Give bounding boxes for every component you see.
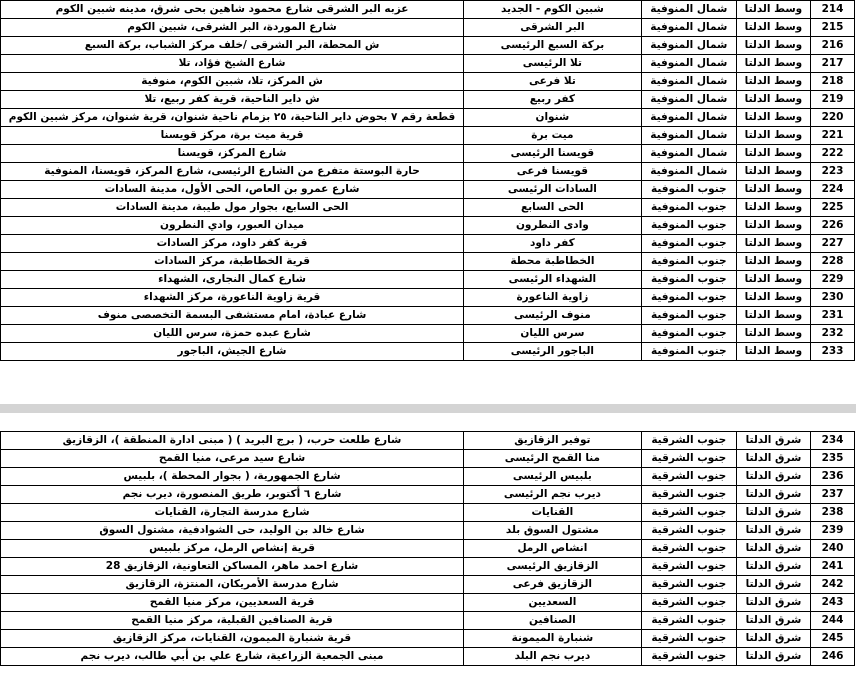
region-cell: وسط الدلتا — [736, 127, 810, 145]
office-name-cell: الباجور الرئيسى — [464, 343, 642, 361]
row-number-cell: 242 — [811, 576, 855, 594]
address-cell: شارع عبادة، امام مستشفى البسمة التخصصى منوف — [1, 307, 464, 325]
region-cell: وسط الدلتا — [736, 289, 810, 307]
office-name-cell: الحى السابع — [464, 199, 642, 217]
governorate-cell: شمال المنوفية — [641, 1, 736, 19]
governorate-cell: جنوب الشرقية — [641, 486, 736, 504]
table-row — [1, 109, 855, 127]
office-name-cell: سرس الليان — [464, 325, 642, 343]
table-row — [1, 630, 855, 648]
region-cell: شرق الدلتا — [736, 468, 810, 486]
row-number-cell: 215 — [811, 19, 855, 37]
row-number-cell: 232 — [811, 325, 855, 343]
address-cell: شارع عمرو بن العاص، الحى الأول، مدينة السادات — [1, 181, 464, 199]
address-cell: شارع مدرسة الأمريكان، المنتزة، الزقازيق — [1, 576, 464, 594]
table-row — [1, 55, 855, 73]
office-name-cell: القنايات — [464, 504, 642, 522]
governorate-cell: جنوب الشرقية — [641, 432, 736, 450]
region-cell: وسط الدلتا — [736, 37, 810, 55]
row-number-cell: 243 — [811, 594, 855, 612]
table-row — [1, 486, 855, 504]
office-name-cell: ديرب نجم الرئيسى — [464, 486, 642, 504]
region-cell: وسط الدلتا — [736, 73, 810, 91]
row-number-cell: 222 — [811, 145, 855, 163]
governorate-cell: جنوب الشرقية — [641, 648, 736, 666]
governorate-cell: شمال المنوفية — [641, 37, 736, 55]
region-cell: وسط الدلتا — [736, 1, 810, 19]
address-cell: قرية إنشاص الرمل، مركز بلبيس — [1, 540, 464, 558]
region-cell: وسط الدلتا — [736, 271, 810, 289]
region-cell: شرق الدلتا — [736, 504, 810, 522]
row-number-cell: 246 — [811, 648, 855, 666]
row-number-cell: 244 — [811, 612, 855, 630]
address-cell: شارع كمال النجارى، الشهداء — [1, 271, 464, 289]
row-number-cell: 237 — [811, 486, 855, 504]
governorate-cell: شمال المنوفية — [641, 55, 736, 73]
address-cell: شارع طلعت حرب، ( برج البريد ) ( مبنى ادارة المنطقة )، الزقازيق — [1, 432, 464, 450]
address-cell: قرية ميت برة، مركز قويسنا — [1, 127, 464, 145]
address-cell: مبنى الجمعية الزراعية، شارع علي بن أبي طالب، ديرب نجم — [1, 648, 464, 666]
governorate-cell: جنوب الشرقية — [641, 468, 736, 486]
address-cell: حارة البوستة متفرع من الشارع الرئيسى، شارع المركز، قويسنا، المنوفية — [1, 163, 464, 181]
region-cell: وسط الدلتا — [736, 163, 810, 181]
table-row — [1, 648, 855, 666]
office-name-cell: منوف الرئيسى — [464, 307, 642, 325]
address-cell: ش المركز، تلا، شبين الكوم، منوفية — [1, 73, 464, 91]
table-row — [1, 37, 855, 55]
region-cell: وسط الدلتا — [736, 181, 810, 199]
table-row — [1, 127, 855, 145]
office-name-cell: السعديين — [464, 594, 642, 612]
office-name-cell: كفر داود — [464, 235, 642, 253]
row-number-cell: 236 — [811, 468, 855, 486]
row-number-cell: 225 — [811, 199, 855, 217]
table-row — [1, 468, 855, 486]
row-number-cell: 241 — [811, 558, 855, 576]
table-row — [1, 343, 855, 361]
row-number-cell: 233 — [811, 343, 855, 361]
address-cell: شارع الجمهورية، ( بجوار المحطة )، بلبيس — [1, 468, 464, 486]
office-name-cell: الشهداء الرئيسى — [464, 271, 642, 289]
row-number-cell: 239 — [811, 522, 855, 540]
region-cell: شرق الدلتا — [736, 558, 810, 576]
table-row — [1, 289, 855, 307]
governorate-cell: شمال المنوفية — [641, 19, 736, 37]
governorate-cell: جنوب الشرقية — [641, 540, 736, 558]
office-name-cell: قويسنا فرعى — [464, 163, 642, 181]
governorate-cell: جنوب الشرقية — [641, 612, 736, 630]
table-row — [1, 576, 855, 594]
table-row — [1, 163, 855, 181]
offices-table-bottom — [0, 431, 855, 666]
row-number-cell: 238 — [811, 504, 855, 522]
table-row — [1, 432, 855, 450]
address-cell: شارع عبده حمزة، سرس الليان — [1, 325, 464, 343]
row-number-cell: 227 — [811, 235, 855, 253]
table-row — [1, 1, 855, 19]
row-number-cell: 235 — [811, 450, 855, 468]
office-name-cell: تلا الرئيسى — [464, 55, 642, 73]
table-row — [1, 558, 855, 576]
address-cell: شارع خالد بن الوليد، حى الشوادفية، مشتول السوق — [1, 522, 464, 540]
row-number-cell: 214 — [811, 1, 855, 19]
governorate-cell: جنوب المنوفية — [641, 181, 736, 199]
governorate-cell: جنوب الشرقية — [641, 522, 736, 540]
region-cell: شرق الدلتا — [736, 630, 810, 648]
governorate-cell: جنوب الشرقية — [641, 504, 736, 522]
address-cell: شارع مدرسة التجارة، القنايات — [1, 504, 464, 522]
region-cell: وسط الدلتا — [736, 109, 810, 127]
address-cell: قطعة رقم ٧ بحوض داير الناحية، ٢٥ بزمام ناحية شنوان، قرية شنوان، مركز شبين الكوم — [1, 109, 464, 127]
office-name-cell: شنبارة الميمونة — [464, 630, 642, 648]
office-name-cell: الخطاطبة محطة — [464, 253, 642, 271]
row-number-cell: 240 — [811, 540, 855, 558]
region-cell: شرق الدلتا — [736, 612, 810, 630]
table-row — [1, 504, 855, 522]
region-cell: وسط الدلتا — [736, 19, 810, 37]
region-cell: وسط الدلتا — [736, 307, 810, 325]
governorate-cell: شمال المنوفية — [641, 91, 736, 109]
region-cell: وسط الدلتا — [736, 325, 810, 343]
section-divider — [0, 404, 856, 413]
address-cell: قرية كفر داود، مركز السادات — [1, 235, 464, 253]
address-cell: شارع ٦ أكتوبر، طريق المنصورة، ديرب نجم — [1, 486, 464, 504]
governorate-cell: جنوب المنوفية — [641, 271, 736, 289]
region-cell: شرق الدلتا — [736, 576, 810, 594]
address-cell: قرية الصنافين القبلية، مركز منيا القمح — [1, 612, 464, 630]
office-name-cell: الزقازيق فرعى — [464, 576, 642, 594]
table-row — [1, 307, 855, 325]
address-cell: قرية الخطاطبة، مركز السادات — [1, 253, 464, 271]
row-number-cell: 218 — [811, 73, 855, 91]
office-name-cell: وادى النطرون — [464, 217, 642, 235]
governorate-cell: شمال المنوفية — [641, 163, 736, 181]
region-cell: شرق الدلتا — [736, 450, 810, 468]
region-cell: وسط الدلتا — [736, 199, 810, 217]
table-row — [1, 199, 855, 217]
office-name-cell: شبين الكوم - الجديد — [464, 1, 642, 19]
table-row — [1, 325, 855, 343]
governorate-cell: جنوب المنوفية — [641, 289, 736, 307]
table-row — [1, 19, 855, 37]
table-row — [1, 145, 855, 163]
office-name-cell: الزقازيق الرئيسى — [464, 558, 642, 576]
address-cell: شارع احمد ماهر، المساكن التعاونية، الزقازيق 28 — [1, 558, 464, 576]
office-name-cell: البر الشرقى — [464, 19, 642, 37]
row-number-cell: 228 — [811, 253, 855, 271]
governorate-cell: جنوب الشرقية — [641, 576, 736, 594]
address-cell: قرية زاوية الناعورة، مركز الشهداء — [1, 289, 464, 307]
region-cell: وسط الدلتا — [736, 55, 810, 73]
governorate-cell: جنوب الشرقية — [641, 594, 736, 612]
table-row — [1, 181, 855, 199]
office-name-cell: توفير الزقازيق — [464, 432, 642, 450]
row-number-cell: 223 — [811, 163, 855, 181]
region-cell: وسط الدلتا — [736, 235, 810, 253]
governorate-cell: شمال المنوفية — [641, 127, 736, 145]
office-name-cell: السادات الرئيسى — [464, 181, 642, 199]
address-cell: ش داير الناحية، قرية كفر ربيع، تلا — [1, 91, 464, 109]
office-name-cell: انشاص الرمل — [464, 540, 642, 558]
office-name-cell: زاوية الناعورة — [464, 289, 642, 307]
address-cell: شارع الجيش، الباجور — [1, 343, 464, 361]
office-name-cell: كفر ربيع — [464, 91, 642, 109]
address-cell: ميدان العبور، وادي النطرون — [1, 217, 464, 235]
region-cell: شرق الدلتا — [736, 522, 810, 540]
table-row — [1, 217, 855, 235]
region-cell: شرق الدلتا — [736, 486, 810, 504]
region-cell: وسط الدلتا — [736, 91, 810, 109]
governorate-cell: شمال المنوفية — [641, 73, 736, 91]
region-cell: وسط الدلتا — [736, 253, 810, 271]
address-cell: الحى السابع، بجوار مول طيبة، مدينة السادات — [1, 199, 464, 217]
region-cell: وسط الدلتا — [736, 145, 810, 163]
governorate-cell: جنوب الشرقية — [641, 630, 736, 648]
region-cell: وسط الدلتا — [736, 217, 810, 235]
table-row — [1, 235, 855, 253]
row-number-cell: 230 — [811, 289, 855, 307]
governorate-cell: جنوب المنوفية — [641, 253, 736, 271]
address-cell: شارع الموردة، البر الشرقى، شبين الكوم — [1, 19, 464, 37]
row-number-cell: 245 — [811, 630, 855, 648]
region-cell: شرق الدلتا — [736, 648, 810, 666]
row-number-cell: 221 — [811, 127, 855, 145]
office-name-cell: شنوان — [464, 109, 642, 127]
governorate-cell: شمال المنوفية — [641, 145, 736, 163]
office-name-cell: بركة السبع الرئيسى — [464, 37, 642, 55]
governorate-cell: جنوب المنوفية — [641, 325, 736, 343]
address-cell: ش المحطة، البر الشرقى /خلف مركز الشباب، بركة السبع — [1, 37, 464, 55]
table-row — [1, 73, 855, 91]
governorate-cell: جنوب المنوفية — [641, 217, 736, 235]
governorate-cell: جنوب المنوفية — [641, 307, 736, 325]
governorate-cell: جنوب الشرقية — [641, 450, 736, 468]
row-number-cell: 219 — [811, 91, 855, 109]
address-cell: عزبه البر الشرقى شارع محمود شاهين بحى شرق، مدينه شبين الكوم — [1, 1, 464, 19]
governorate-cell: جنوب الشرقية — [641, 558, 736, 576]
address-cell: قرية شنبارة الميمون، القنايات، مركز الزقازيق — [1, 630, 464, 648]
office-name-cell: قويسنا الرئيسى — [464, 145, 642, 163]
office-name-cell: الصنافين — [464, 612, 642, 630]
row-number-cell: 234 — [811, 432, 855, 450]
row-number-cell: 226 — [811, 217, 855, 235]
table-row — [1, 450, 855, 468]
address-cell: شارع الشيخ فؤاد، تلا — [1, 55, 464, 73]
office-name-cell: تلا فرعى — [464, 73, 642, 91]
region-cell: شرق الدلتا — [736, 432, 810, 450]
governorate-cell: جنوب المنوفية — [641, 343, 736, 361]
table-row — [1, 271, 855, 289]
row-number-cell: 229 — [811, 271, 855, 289]
region-cell: وسط الدلتا — [736, 343, 810, 361]
region-cell: شرق الدلتا — [736, 594, 810, 612]
row-number-cell: 224 — [811, 181, 855, 199]
table-row — [1, 91, 855, 109]
office-name-cell: مشتول السوق بلد — [464, 522, 642, 540]
table-row — [1, 612, 855, 630]
region-cell: شرق الدلتا — [736, 540, 810, 558]
office-name-cell: ميت برة — [464, 127, 642, 145]
governorate-cell: شمال المنوفية — [641, 109, 736, 127]
governorate-cell: جنوب المنوفية — [641, 199, 736, 217]
table-row — [1, 522, 855, 540]
row-number-cell: 231 — [811, 307, 855, 325]
address-cell: شارع المركز، قويسنا — [1, 145, 464, 163]
table-row — [1, 253, 855, 271]
table-row — [1, 540, 855, 558]
office-name-cell: بلبيس الرئيسى — [464, 468, 642, 486]
row-number-cell: 217 — [811, 55, 855, 73]
governorate-cell: جنوب المنوفية — [641, 235, 736, 253]
address-cell: قرية السعديين، مركز منيا القمح — [1, 594, 464, 612]
office-name-cell: ديرب نجم البلد — [464, 648, 642, 666]
office-name-cell: منا القمح الرئيسى — [464, 450, 642, 468]
table-row — [1, 594, 855, 612]
row-number-cell: 216 — [811, 37, 855, 55]
row-number-cell: 220 — [811, 109, 855, 127]
address-cell: شارع سيد مرعى، منيا القمح — [1, 450, 464, 468]
